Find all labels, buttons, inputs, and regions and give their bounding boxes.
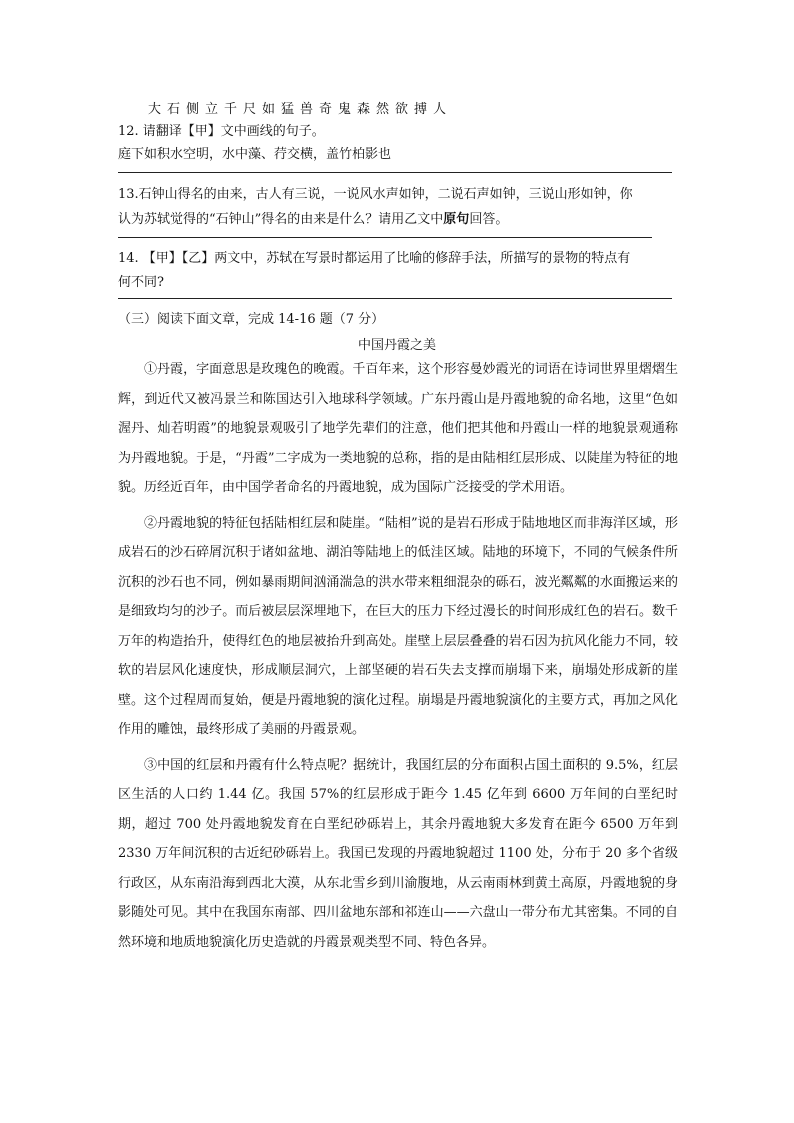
answer-line-14 [118,298,672,299]
article-title: 中国丹霞之美 [357,338,436,353]
question-13-line-2 [118,208,678,227]
paragraph-2: ②丹霞地貌的特征包括陆相红层和陡崖。“陆相”说的是岩石形成于陆地地区而非海洋区域，形成岩石的沙石碎屑沉积于诸如盆地、湖泊等陆地上的低洼区域。陆地的环境下，不同的气候条件所沉积的沙石也不同，例如暴雨期间汹涌湍急的洪水带来粗细混杂的砾石，波光粼粼的水面搬运来的是细致均匀的沙子。而后被层层深埋地下，在巨大的压力下经过漫长的时间形成红色的岩石。数千万年的构造抬升，使得红色的地层被抬升到高处。崖壁上层层叠叠的岩石因为抗风化能力不同，较软的岩层风化速度快，形成顺层洞穴，上部坚硬的岩石失去支撑而崩塌下来，崩塌处形成新的崖壁。这个过程周而复始，便是丹霞地貌的演化过程。崩塌是丹霞地貌演化的主要方式，再加之风化作用的雕蚀，最终形成了美丽的丹霞景观。 [118,515,678,737]
answer-line-12 [118,172,672,173]
question-12: 12. 请翻译【甲】文中画线的句子。 [118,124,325,139]
article-body [118,355,678,957]
answer-line-13 [118,237,652,238]
question-14-line-1: 14. 【甲】【乙】两文中，苏轼在写景时都运用了比喻的修辞手法，所描写的景物的特点有 [118,251,631,266]
paragraph-3: ③中国的红层和丹霞有什么特点呢？据统计，我国红层的分布面积占国土面积的 9.5%，红层区生活的人口约 1.44 亿。我国 57%的红层形成于距今 1.45 亿年到 6600 万年间的白垩纪时期，超过 700 处丹霞地貌发育在白垩纪砂砾岩上，其余丹霞地貌大多发育在距今 6500 万年到 2330 万年间沉积的古近纪砂砾岩上。我国已发现的丹霞地貌超过 1100 处，分布于 20 多个省级行政区，从东南沿海到西北大漠，从东北雪乡到川渝腹地，从云南雨林到黄土高原，丹霞地貌的身影随处可见。其中在我国东南部、四川盆地东部和祁连山——六盘山一带分布尤其密集。不同的自然环境和地质地貌演化历史造就的丹霞景观类型不同、特色各异。 [118,757,678,950]
question-12-sentence: 庭下如积水空明，水中藻、荇交横，盖竹柏影也 [118,147,392,162]
question-13-line-1: 13.石钟山得名的由来，古人有三说，一说风水声如钟，二说石声如钟，三说山形如钟，你 [118,187,633,202]
question-14-line-2: 何不同? [118,275,164,290]
question-13-emphasis: 原句 [443,212,470,227]
question-13-text-end: 回答。 [469,212,509,227]
paragraph-1: ①丹霞，字面意思是玫瑰色的晚霞。千百年来，这个形容曼妙霞光的词语在诗词世界里熠熠生辉，到近代又被冯景兰和陈国达引入地球科学领域。广东丹霞山是丹霞地貌的命名地，这里“色如渥丹、灿若明霞”的地貌景观吸引了地学先辈们的注意，他们把其他和丹霞山一样的地貌景观通称为丹霞地貌。于是，“丹霞”二字成为一类地貌的总称，指的是由陆相红层形成、以陡崖为特征的地貌。历经近百年，由中国学者命名的丹霞地貌，成为国际广泛接受的学术用语。 [118,362,678,495]
section-3-intro: （三）阅读下面文章，完成 14-16 题（7 分） [118,312,385,327]
classical-sentence: 大石侧立千尺如猛兽奇鬼森然欲搏人 [148,102,453,117]
question-13-text: 认为苏轼觉得的“石钟山”得名的由来是什么？请用乙文中 [118,212,444,227]
